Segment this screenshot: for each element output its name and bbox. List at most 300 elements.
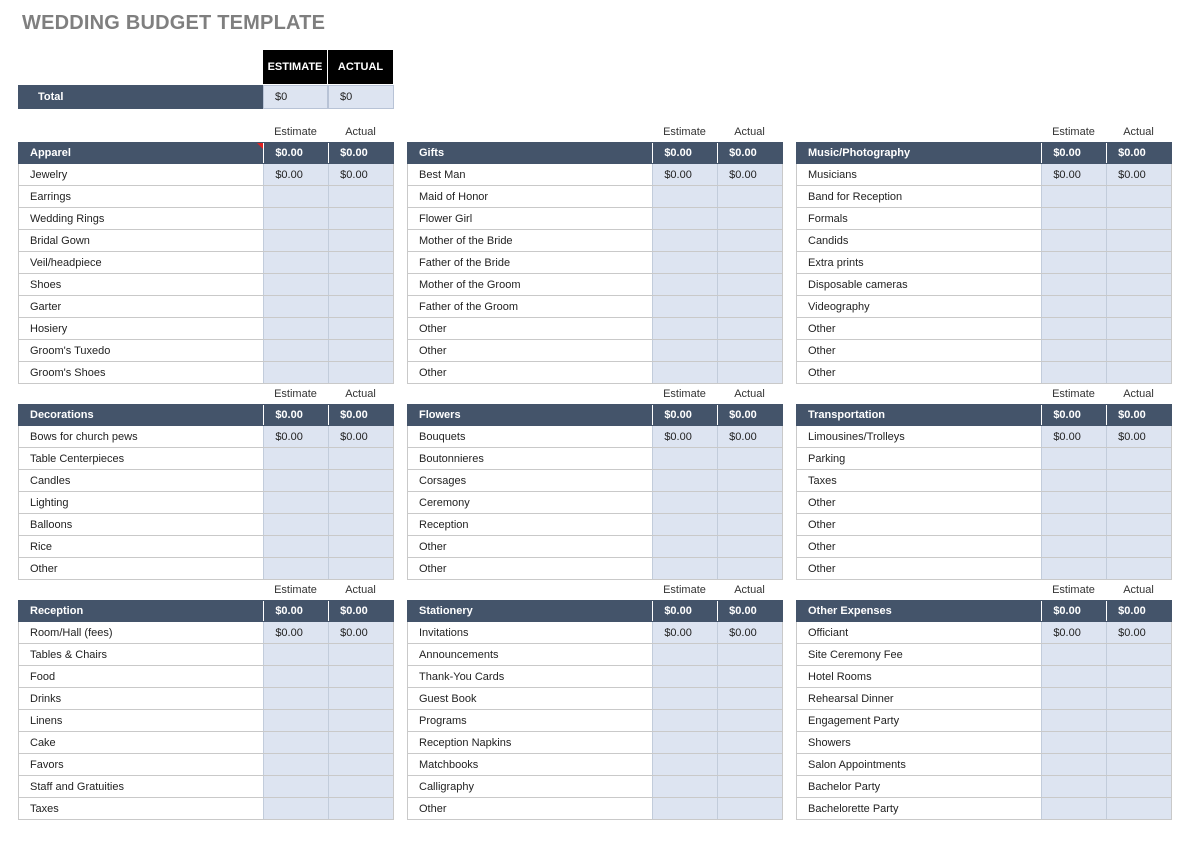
item-label[interactable]: Drinks xyxy=(19,688,263,709)
item-label[interactable]: Calligraphy xyxy=(408,776,652,797)
item-estimate-cell[interactable] xyxy=(263,252,328,273)
section-gifts xyxy=(407,123,783,384)
item-actual-cell[interactable]: $0.00 xyxy=(717,622,782,643)
section-title-text: Music/Photography xyxy=(808,147,911,159)
item-label[interactable]: Other xyxy=(797,362,1041,383)
item-estimate-cell[interactable] xyxy=(1041,666,1106,687)
item-label[interactable]: Reception Napkins xyxy=(408,732,652,753)
item-estimate-cell[interactable] xyxy=(652,448,717,469)
item-label[interactable]: Other xyxy=(797,536,1041,557)
item-actual-cell[interactable] xyxy=(717,514,782,535)
item-estimate-cell[interactable] xyxy=(1041,644,1106,665)
item-label[interactable]: Best Man xyxy=(408,164,652,185)
item-label[interactable]: Tables & Chairs xyxy=(19,644,263,665)
item-actual-cell[interactable] xyxy=(1106,514,1171,535)
section-rows xyxy=(18,426,394,580)
item-actual-cell[interactable] xyxy=(1106,186,1171,207)
item-estimate-cell[interactable] xyxy=(263,688,328,709)
item-estimate-cell[interactable] xyxy=(1041,230,1106,251)
item-actual-cell[interactable] xyxy=(328,644,393,665)
table-row xyxy=(797,622,1171,644)
item-actual-cell[interactable] xyxy=(717,448,782,469)
item-actual-cell[interactable] xyxy=(1106,688,1171,709)
item-estimate-cell[interactable] xyxy=(263,492,328,513)
item-estimate-cell[interactable] xyxy=(652,230,717,251)
item-actual-cell[interactable] xyxy=(717,492,782,513)
item-estimate-cell[interactable]: $0.00 xyxy=(1041,164,1106,185)
section-total-actual[interactable]: $0.00 xyxy=(1106,601,1171,621)
item-actual-cell[interactable] xyxy=(717,666,782,687)
item-label[interactable]: Boutonnieres xyxy=(408,448,652,469)
item-actual-cell[interactable] xyxy=(717,754,782,775)
item-label[interactable]: Wedding Rings xyxy=(19,208,263,229)
section-header xyxy=(796,142,1172,164)
item-label[interactable]: Taxes xyxy=(797,470,1041,491)
item-actual-cell[interactable] xyxy=(1106,362,1171,383)
item-estimate-cell[interactable] xyxy=(1041,186,1106,207)
item-label[interactable]: Engagement Party xyxy=(797,710,1041,731)
item-actual-cell[interactable] xyxy=(328,776,393,797)
item-actual-cell[interactable] xyxy=(717,340,782,361)
item-label[interactable]: Father of the Groom xyxy=(408,296,652,317)
item-estimate-cell[interactable] xyxy=(263,274,328,295)
item-label[interactable]: Father of the Bride xyxy=(408,252,652,273)
item-label[interactable]: Jewelry xyxy=(19,164,263,185)
item-actual-cell[interactable] xyxy=(717,362,782,383)
section-total-estimate[interactable]: $0.00 xyxy=(1041,143,1106,163)
section-total-actual[interactable]: $0.00 xyxy=(328,143,393,163)
item-estimate-cell[interactable] xyxy=(263,362,328,383)
item-estimate-cell[interactable] xyxy=(1041,252,1106,273)
section-total-actual[interactable]: $0.00 xyxy=(717,143,782,163)
item-estimate-cell[interactable] xyxy=(1041,274,1106,295)
section-total-estimate[interactable]: $0.00 xyxy=(263,405,328,425)
item-estimate-cell[interactable] xyxy=(652,340,717,361)
item-actual-cell[interactable] xyxy=(1106,798,1171,819)
table-row xyxy=(408,208,782,230)
item-label[interactable]: Showers xyxy=(797,732,1041,753)
item-label[interactable]: Balloons xyxy=(19,514,263,535)
item-estimate-cell[interactable] xyxy=(652,296,717,317)
item-label[interactable]: Favors xyxy=(19,754,263,775)
item-estimate-cell[interactable] xyxy=(263,710,328,731)
item-estimate-cell[interactable] xyxy=(652,798,717,819)
section-title-text: Other Expenses xyxy=(808,605,892,617)
item-actual-cell[interactable] xyxy=(328,186,393,207)
column-label-actual: Actual xyxy=(734,126,765,138)
item-actual-cell[interactable] xyxy=(1106,208,1171,229)
item-actual-cell[interactable]: $0.00 xyxy=(328,426,393,447)
item-estimate-cell[interactable]: $0.00 xyxy=(652,164,717,185)
section-column-labels xyxy=(18,385,394,404)
section-total-estimate[interactable]: $0.00 xyxy=(263,143,328,163)
table-row xyxy=(797,776,1171,798)
item-label[interactable]: Matchbooks xyxy=(408,754,652,775)
section-title[interactable] xyxy=(19,601,263,621)
item-label[interactable]: Extra prints xyxy=(797,252,1041,273)
item-label[interactable]: Announcements xyxy=(408,644,652,665)
item-actual-cell[interactable] xyxy=(1106,230,1171,251)
item-label[interactable]: Limousines/Trolleys xyxy=(797,426,1041,447)
item-estimate-cell[interactable] xyxy=(652,558,717,579)
item-label[interactable]: Thank-You Cards xyxy=(408,666,652,687)
item-label[interactable]: Corsages xyxy=(408,470,652,491)
item-actual-cell[interactable] xyxy=(328,252,393,273)
item-actual-cell[interactable]: $0.00 xyxy=(1106,426,1171,447)
item-estimate-cell[interactable] xyxy=(652,688,717,709)
item-estimate-cell[interactable] xyxy=(652,536,717,557)
item-actual-cell[interactable]: $0.00 xyxy=(717,164,782,185)
item-estimate-cell[interactable] xyxy=(1041,558,1106,579)
item-label[interactable]: Other xyxy=(408,318,652,339)
item-actual-cell[interactable]: $0.00 xyxy=(1106,622,1171,643)
item-label[interactable]: Guest Book xyxy=(408,688,652,709)
item-actual-cell[interactable] xyxy=(1106,732,1171,753)
item-label[interactable]: Room/Hall (fees) xyxy=(19,622,263,643)
item-estimate-cell[interactable] xyxy=(263,644,328,665)
item-actual-cell[interactable] xyxy=(328,362,393,383)
column-label-actual: Actual xyxy=(1123,126,1154,138)
item-actual-cell[interactable] xyxy=(717,536,782,557)
item-label[interactable]: Lighting xyxy=(19,492,263,513)
item-estimate-cell[interactable] xyxy=(263,296,328,317)
item-label[interactable]: Officiant xyxy=(797,622,1041,643)
item-estimate-cell[interactable] xyxy=(263,470,328,491)
section-apparel xyxy=(18,123,394,384)
item-label[interactable]: Hotel Rooms xyxy=(797,666,1041,687)
item-estimate-cell[interactable] xyxy=(652,252,717,273)
item-actual-cell[interactable]: $0.00 xyxy=(717,426,782,447)
item-actual-cell[interactable] xyxy=(1106,710,1171,731)
item-label[interactable]: Table Centerpieces xyxy=(19,448,263,469)
item-label[interactable]: Rehearsal Dinner xyxy=(797,688,1041,709)
item-estimate-cell[interactable] xyxy=(1041,492,1106,513)
item-actual-cell[interactable] xyxy=(1106,470,1171,491)
item-label[interactable]: Invitations xyxy=(408,622,652,643)
item-estimate-cell[interactable] xyxy=(263,208,328,229)
item-estimate-cell[interactable]: $0.00 xyxy=(652,622,717,643)
item-label[interactable]: Disposable cameras xyxy=(797,274,1041,295)
item-label[interactable]: Salon Appointments xyxy=(797,754,1041,775)
item-actual-cell[interactable] xyxy=(328,448,393,469)
table-row xyxy=(19,208,393,230)
section-decorations xyxy=(18,385,394,580)
item-actual-cell[interactable] xyxy=(717,798,782,819)
item-estimate-cell[interactable] xyxy=(263,732,328,753)
section-column-labels xyxy=(18,123,394,142)
item-label[interactable]: Other xyxy=(408,798,652,819)
column-label-actual: Actual xyxy=(1123,584,1154,596)
item-estimate-cell[interactable] xyxy=(652,666,717,687)
item-estimate-cell[interactable] xyxy=(1041,470,1106,491)
item-estimate-cell[interactable] xyxy=(263,536,328,557)
item-actual-cell[interactable] xyxy=(717,318,782,339)
item-label[interactable]: Candles xyxy=(19,470,263,491)
item-estimate-cell[interactable] xyxy=(652,754,717,775)
item-actual-cell[interactable]: $0.00 xyxy=(1106,164,1171,185)
section-total-actual[interactable]: $0.00 xyxy=(1106,143,1171,163)
section-total-estimate[interactable]: $0.00 xyxy=(263,601,328,621)
item-estimate-cell[interactable] xyxy=(652,492,717,513)
item-label[interactable]: Garter xyxy=(19,296,263,317)
item-actual-cell[interactable] xyxy=(717,644,782,665)
item-actual-cell[interactable] xyxy=(1106,448,1171,469)
item-label[interactable]: Other xyxy=(797,558,1041,579)
section-total-estimate[interactable]: $0.00 xyxy=(652,405,717,425)
item-actual-cell[interactable] xyxy=(1106,340,1171,361)
item-label[interactable]: Bachelorette Party xyxy=(797,798,1041,819)
section-total-actual[interactable]: $0.00 xyxy=(1106,405,1171,425)
column-label-estimate: Estimate xyxy=(663,126,706,138)
item-label[interactable]: Ceremony xyxy=(408,492,652,513)
item-actual-cell[interactable] xyxy=(717,470,782,491)
item-estimate-cell[interactable] xyxy=(1041,536,1106,557)
item-estimate-cell[interactable] xyxy=(263,558,328,579)
item-label[interactable]: Other xyxy=(797,514,1041,535)
item-estimate-cell[interactable] xyxy=(1041,514,1106,535)
section-title[interactable] xyxy=(797,143,1041,163)
section-title[interactable] xyxy=(408,405,652,425)
item-estimate-cell[interactable] xyxy=(1041,362,1106,383)
item-estimate-cell[interactable] xyxy=(1041,448,1106,469)
item-estimate-cell[interactable] xyxy=(652,514,717,535)
table-row xyxy=(408,776,782,798)
table-row xyxy=(408,448,782,470)
item-estimate-cell[interactable]: $0.00 xyxy=(263,622,328,643)
item-estimate-cell[interactable] xyxy=(652,274,717,295)
item-actual-cell[interactable] xyxy=(1106,666,1171,687)
item-label[interactable]: Rice xyxy=(19,536,263,557)
item-label[interactable]: Bachelor Party xyxy=(797,776,1041,797)
section-title[interactable] xyxy=(19,405,263,425)
item-actual-cell[interactable] xyxy=(717,558,782,579)
item-actual-cell[interactable] xyxy=(717,776,782,797)
item-actual-cell[interactable] xyxy=(1106,296,1171,317)
item-actual-cell[interactable] xyxy=(328,296,393,317)
item-estimate-cell[interactable] xyxy=(652,362,717,383)
item-label[interactable]: Other xyxy=(797,318,1041,339)
table-row xyxy=(797,274,1171,296)
section-total-actual[interactable]: $0.00 xyxy=(328,601,393,621)
item-label[interactable]: Candids xyxy=(797,230,1041,251)
item-estimate-cell[interactable] xyxy=(1041,776,1106,797)
item-label[interactable]: Reception xyxy=(408,514,652,535)
item-label[interactable]: Groom's Shoes xyxy=(19,362,263,383)
item-label[interactable]: Groom's Tuxedo xyxy=(19,340,263,361)
item-actual-cell[interactable] xyxy=(328,340,393,361)
item-estimate-cell[interactable] xyxy=(263,448,328,469)
section-title[interactable] xyxy=(408,143,652,163)
item-label[interactable]: Shoes xyxy=(19,274,263,295)
section-title[interactable] xyxy=(408,601,652,621)
item-estimate-cell[interactable] xyxy=(1041,340,1106,361)
item-label[interactable]: Musicians xyxy=(797,164,1041,185)
item-label[interactable]: Other xyxy=(408,362,652,383)
column-label-estimate: Estimate xyxy=(1052,584,1095,596)
item-label[interactable]: Site Ceremony Fee xyxy=(797,644,1041,665)
item-actual-cell[interactable] xyxy=(1106,318,1171,339)
section-total-estimate[interactable]: $0.00 xyxy=(1041,601,1106,621)
summary-total-estimate[interactable]: $0 xyxy=(263,85,328,109)
item-label[interactable]: Other xyxy=(19,558,263,579)
item-label[interactable]: Programs xyxy=(408,710,652,731)
item-estimate-cell[interactable] xyxy=(263,754,328,775)
item-actual-cell[interactable]: $0.00 xyxy=(328,164,393,185)
column-label-actual: Actual xyxy=(1123,388,1154,400)
item-actual-cell[interactable] xyxy=(1106,644,1171,665)
table-row xyxy=(408,492,782,514)
item-estimate-cell[interactable] xyxy=(263,318,328,339)
item-estimate-cell[interactable] xyxy=(652,208,717,229)
item-estimate-cell[interactable] xyxy=(1041,208,1106,229)
item-estimate-cell[interactable]: $0.00 xyxy=(263,426,328,447)
item-actual-cell[interactable] xyxy=(717,732,782,753)
item-actual-cell[interactable] xyxy=(1106,252,1171,273)
item-label[interactable]: Mother of the Bride xyxy=(408,230,652,251)
item-estimate-cell[interactable] xyxy=(263,186,328,207)
table-row xyxy=(797,536,1171,558)
section-total-actual[interactable]: $0.00 xyxy=(328,405,393,425)
item-label[interactable]: Other xyxy=(797,340,1041,361)
item-estimate-cell[interactable] xyxy=(263,798,328,819)
item-label[interactable]: Food xyxy=(19,666,263,687)
item-actual-cell[interactable] xyxy=(328,666,393,687)
item-label[interactable]: Bridal Gown xyxy=(19,230,263,251)
item-label[interactable]: Flower Girl xyxy=(408,208,652,229)
item-actual-cell[interactable] xyxy=(328,208,393,229)
table-row xyxy=(19,536,393,558)
item-actual-cell[interactable] xyxy=(328,514,393,535)
item-actual-cell[interactable] xyxy=(328,558,393,579)
section-total-actual[interactable]: $0.00 xyxy=(717,601,782,621)
item-actual-cell[interactable] xyxy=(717,186,782,207)
item-label[interactable]: Staff and Gratuities xyxy=(19,776,263,797)
section-title[interactable] xyxy=(19,143,263,163)
section-total-estimate[interactable]: $0.00 xyxy=(652,601,717,621)
table-row xyxy=(19,470,393,492)
item-label[interactable]: Taxes xyxy=(19,798,263,819)
item-label[interactable]: Bows for church pews xyxy=(19,426,263,447)
section-total-estimate[interactable]: $0.00 xyxy=(652,143,717,163)
section-title[interactable] xyxy=(797,405,1041,425)
item-label[interactable]: Other xyxy=(408,558,652,579)
item-actual-cell[interactable] xyxy=(1106,754,1171,775)
item-estimate-cell[interactable] xyxy=(1041,688,1106,709)
item-actual-cell[interactable] xyxy=(328,798,393,819)
item-label[interactable]: Parking xyxy=(797,448,1041,469)
column-label-actual: Actual xyxy=(345,584,376,596)
column-label-actual: Actual xyxy=(345,126,376,138)
column-label-actual: Actual xyxy=(345,388,376,400)
item-actual-cell[interactable] xyxy=(717,208,782,229)
item-label[interactable]: Band for Reception xyxy=(797,186,1041,207)
item-actual-cell[interactable] xyxy=(328,536,393,557)
item-estimate-cell[interactable] xyxy=(1041,318,1106,339)
item-label[interactable]: Other xyxy=(408,536,652,557)
table-row xyxy=(19,230,393,252)
item-estimate-cell[interactable] xyxy=(1041,798,1106,819)
item-label[interactable]: Bouquets xyxy=(408,426,652,447)
item-actual-cell[interactable] xyxy=(328,470,393,491)
item-label[interactable]: Other xyxy=(797,492,1041,513)
item-actual-cell[interactable]: $0.00 xyxy=(328,622,393,643)
item-estimate-cell[interactable]: $0.00 xyxy=(263,164,328,185)
item-actual-cell[interactable] xyxy=(328,732,393,753)
item-estimate-cell[interactable] xyxy=(652,318,717,339)
item-actual-cell[interactable] xyxy=(1106,492,1171,513)
item-label[interactable]: Linens xyxy=(19,710,263,731)
item-estimate-cell[interactable] xyxy=(652,710,717,731)
column-label-estimate: Estimate xyxy=(274,584,317,596)
item-estimate-cell[interactable] xyxy=(652,776,717,797)
item-estimate-cell[interactable] xyxy=(263,776,328,797)
item-estimate-cell[interactable] xyxy=(1041,710,1106,731)
item-estimate-cell[interactable] xyxy=(652,644,717,665)
item-label[interactable]: Cake xyxy=(19,732,263,753)
item-actual-cell[interactable] xyxy=(328,754,393,775)
item-label[interactable]: Veil/headpiece xyxy=(19,252,263,273)
item-actual-cell[interactable] xyxy=(717,296,782,317)
item-actual-cell[interactable] xyxy=(717,230,782,251)
item-estimate-cell[interactable] xyxy=(1041,732,1106,753)
section-title-text: Stationery xyxy=(419,605,473,617)
section-total-estimate[interactable]: $0.00 xyxy=(1041,405,1106,425)
item-actual-cell[interactable] xyxy=(328,274,393,295)
summary-total-actual[interactable]: $0 xyxy=(328,85,394,109)
item-actual-cell[interactable] xyxy=(1106,776,1171,797)
section-total-actual[interactable]: $0.00 xyxy=(717,405,782,425)
item-label[interactable]: Formals xyxy=(797,208,1041,229)
item-estimate-cell[interactable]: $0.00 xyxy=(1041,426,1106,447)
item-estimate-cell[interactable] xyxy=(1041,296,1106,317)
table-row xyxy=(19,776,393,798)
comment-indicator-icon[interactable] xyxy=(257,143,263,149)
item-actual-cell[interactable] xyxy=(1106,536,1171,557)
item-estimate-cell[interactable]: $0.00 xyxy=(652,426,717,447)
item-actual-cell[interactable] xyxy=(717,710,782,731)
table-row xyxy=(19,514,393,536)
item-estimate-cell[interactable] xyxy=(652,470,717,491)
item-actual-cell[interactable] xyxy=(328,688,393,709)
item-label[interactable]: Earrings xyxy=(19,186,263,207)
column-label-estimate: Estimate xyxy=(1052,126,1095,138)
item-label[interactable]: Hosiery xyxy=(19,318,263,339)
item-actual-cell[interactable] xyxy=(328,492,393,513)
item-actual-cell[interactable] xyxy=(717,252,782,273)
item-label[interactable]: Mother of the Groom xyxy=(408,274,652,295)
item-actual-cell[interactable] xyxy=(1106,274,1171,295)
table-row xyxy=(408,798,782,820)
item-estimate-cell[interactable] xyxy=(1041,754,1106,775)
item-estimate-cell[interactable]: $0.00 xyxy=(1041,622,1106,643)
item-estimate-cell[interactable] xyxy=(263,666,328,687)
item-actual-cell[interactable] xyxy=(328,710,393,731)
item-estimate-cell[interactable] xyxy=(263,514,328,535)
item-actual-cell[interactable] xyxy=(328,318,393,339)
item-estimate-cell[interactable] xyxy=(652,732,717,753)
item-estimate-cell[interactable] xyxy=(263,230,328,251)
item-actual-cell[interactable] xyxy=(328,230,393,251)
item-label[interactable]: Videography xyxy=(797,296,1041,317)
item-actual-cell[interactable] xyxy=(1106,558,1171,579)
item-actual-cell[interactable] xyxy=(717,274,782,295)
section-title[interactable] xyxy=(797,601,1041,621)
item-label[interactable]: Other xyxy=(408,340,652,361)
item-estimate-cell[interactable] xyxy=(263,340,328,361)
item-label[interactable]: Maid of Honor xyxy=(408,186,652,207)
item-estimate-cell[interactable] xyxy=(652,186,717,207)
item-actual-cell[interactable] xyxy=(717,688,782,709)
